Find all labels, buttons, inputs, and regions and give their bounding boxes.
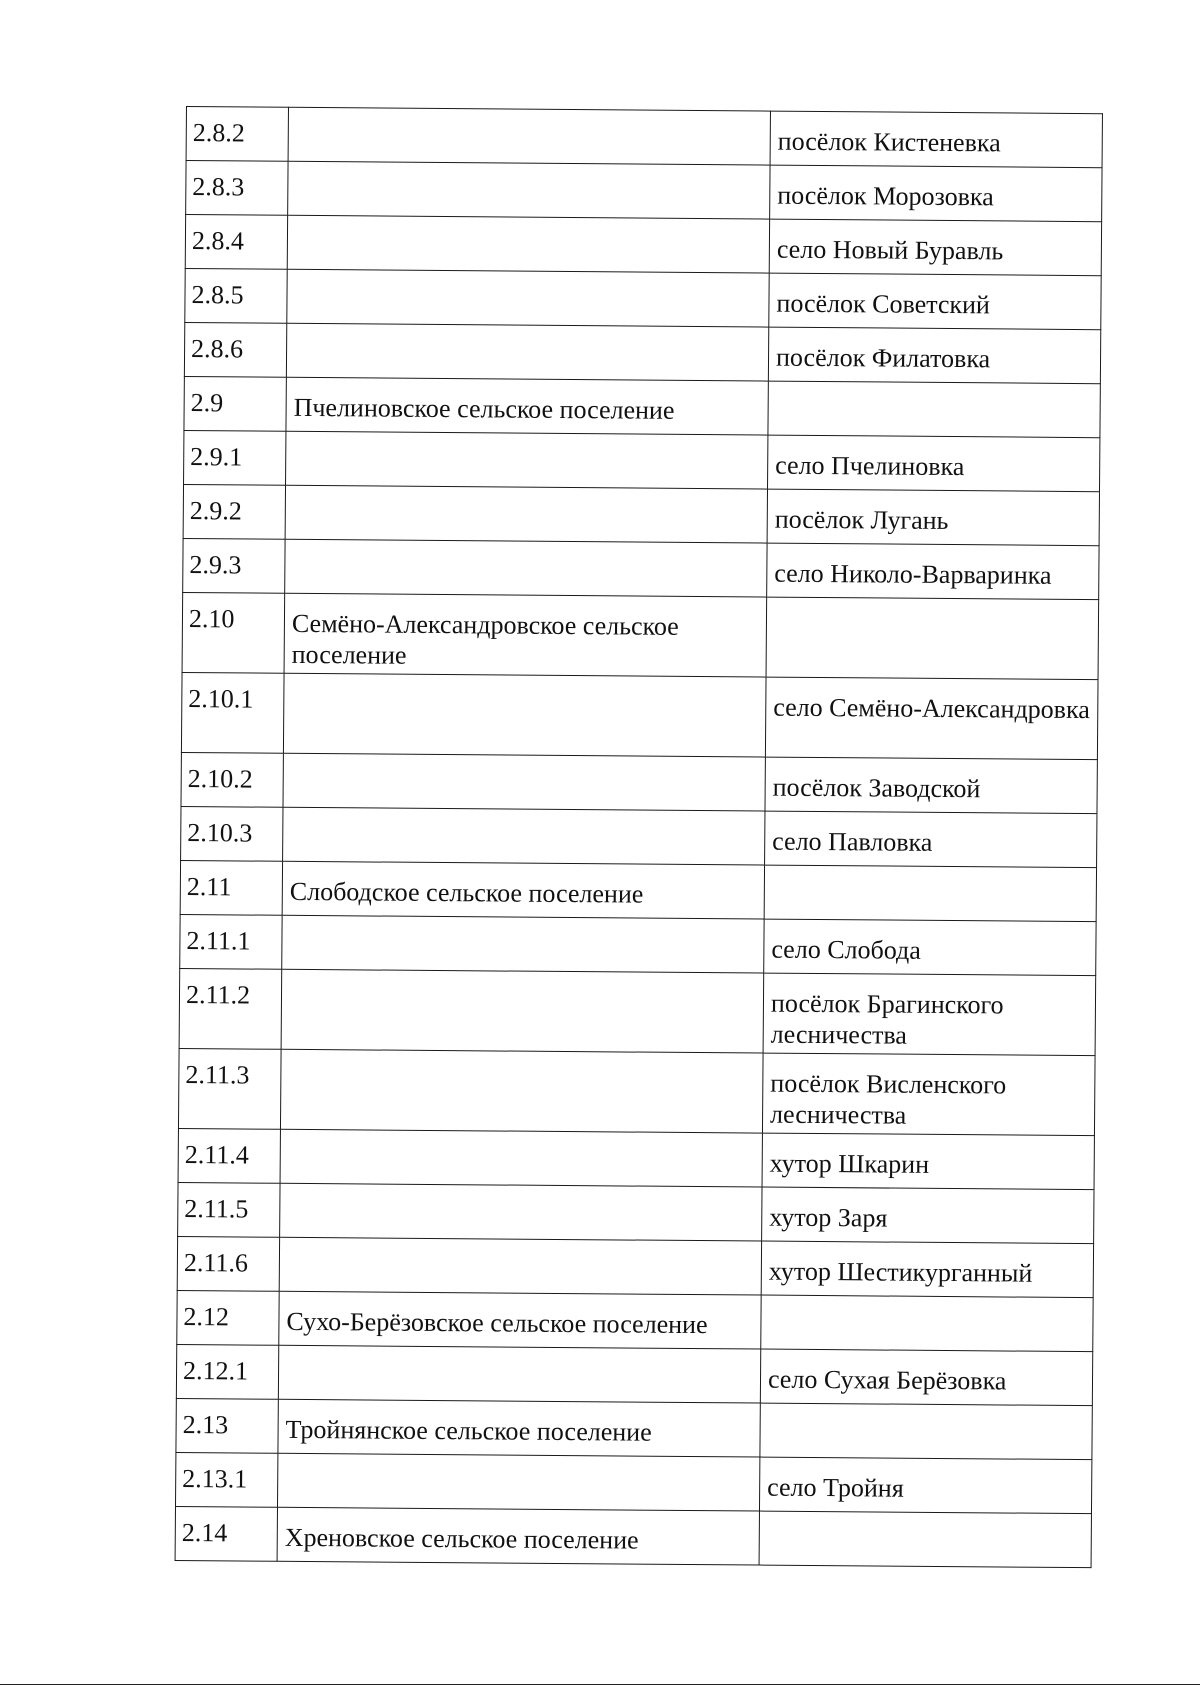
locality-name: село Пчелиновка xyxy=(775,450,965,482)
row-number-cell xyxy=(181,672,284,753)
settlement-name-cell xyxy=(286,377,768,435)
settlement-name xyxy=(295,284,769,288)
row-number-cell xyxy=(184,430,286,485)
locality-cell xyxy=(764,865,1096,922)
settlement-name-cell xyxy=(279,1237,761,1295)
settlement-name xyxy=(292,554,766,558)
locality-name xyxy=(768,1418,1088,1421)
settlement-name xyxy=(287,1252,761,1256)
row-number: 2.12 xyxy=(183,1302,230,1332)
row-number-cell xyxy=(184,376,286,431)
locality-name: посёлок Кистеневка xyxy=(777,126,1001,158)
settlement-name-cell xyxy=(281,969,764,1053)
row-number: 2.12.1 xyxy=(182,1356,249,1386)
table-row xyxy=(180,914,1096,975)
settlement-name xyxy=(286,1360,760,1364)
row-number: 2.10 xyxy=(188,604,235,634)
locality-name: село Сухая Берёзовка xyxy=(767,1364,1007,1396)
locality-name: посёлок Заводской xyxy=(772,772,981,804)
row-number-cell xyxy=(180,914,282,969)
row-number-cell xyxy=(177,1236,279,1291)
locality-name: село Тройня xyxy=(767,1472,904,1503)
row-number: 2.9 xyxy=(190,388,224,418)
row-number: 2.9.3 xyxy=(189,550,242,580)
settlement-name xyxy=(288,1064,762,1068)
locality-name: посёлок Висленского лесничества xyxy=(769,1068,1007,1130)
settlement-name-cell xyxy=(288,161,770,219)
settlement-name xyxy=(293,500,767,504)
settlement-name: Тройнянское сельское поселение xyxy=(285,1414,652,1447)
settlement-name-cell xyxy=(286,323,768,381)
row-number: 2.13 xyxy=(182,1410,229,1440)
row-number: 2.10.3 xyxy=(187,818,253,848)
row-number: 2.11.3 xyxy=(185,1060,250,1090)
settlement-name-cell xyxy=(282,861,764,919)
locality-cell xyxy=(769,273,1101,330)
settlement-name xyxy=(294,338,768,342)
table-row xyxy=(185,268,1101,329)
row-number-cell xyxy=(186,161,288,216)
locality-cell xyxy=(763,973,1096,1056)
locality-cell xyxy=(760,1349,1092,1406)
settlement-name-cell xyxy=(283,673,766,757)
locality-cell xyxy=(761,1295,1093,1352)
row-number: 2.8.5 xyxy=(191,280,244,310)
settlement-name-cell xyxy=(280,1129,762,1187)
row-number-cell xyxy=(182,592,285,673)
row-number-cell xyxy=(177,1290,279,1345)
settlement-name: Хреновское сельское поселение xyxy=(284,1522,639,1555)
table-row xyxy=(181,806,1097,867)
settlement-name xyxy=(290,930,764,934)
settlement-name-cell xyxy=(285,485,767,543)
row-number: 2.10.2 xyxy=(187,764,253,794)
table-row xyxy=(182,592,1099,679)
locality-cell xyxy=(768,381,1100,438)
row-number: 2.13.1 xyxy=(182,1464,248,1494)
locality-name: посёлок Советский xyxy=(776,288,991,320)
row-number: 2.11.4 xyxy=(184,1140,249,1170)
locality-cell xyxy=(768,327,1100,384)
locality-name: село Семёно-Александровка xyxy=(773,692,1090,725)
row-number: 2.8.4 xyxy=(191,226,245,256)
table-row xyxy=(178,1048,1095,1135)
row-number-cell xyxy=(181,752,283,807)
locality-cell xyxy=(766,597,1099,680)
locality-name xyxy=(774,612,1094,615)
table-row xyxy=(176,1344,1092,1405)
table-row xyxy=(176,1398,1092,1459)
row-number: 2.11.1 xyxy=(186,926,251,956)
locality-cell xyxy=(767,543,1099,600)
locality-name: село Слобода xyxy=(771,934,921,965)
row-number-cell xyxy=(183,538,285,593)
row-number-cell xyxy=(185,215,287,270)
settlement-name-cell xyxy=(278,1399,760,1457)
settlement-name xyxy=(296,122,770,126)
row-number-cell xyxy=(175,1506,277,1561)
locality-name: село Павловка xyxy=(772,826,933,857)
settlement-name xyxy=(291,688,765,692)
locality-cell xyxy=(770,165,1102,222)
settlement-name-cell xyxy=(278,1345,760,1403)
settlement-name-cell xyxy=(284,593,767,677)
table-row xyxy=(183,484,1099,545)
settlement-name: Сухо-Берёзовское сельское поселение xyxy=(286,1306,708,1340)
table-row xyxy=(185,215,1101,276)
table-body xyxy=(175,107,1102,1568)
settlement-name-cell xyxy=(282,915,764,973)
settlement-name-cell xyxy=(280,1183,762,1241)
settlement-name xyxy=(290,822,764,826)
row-number: 2.11 xyxy=(186,872,232,902)
settlement-name xyxy=(291,768,765,772)
settlement-name-cell xyxy=(283,807,765,865)
settlement-name-cell xyxy=(288,107,770,165)
row-number-cell xyxy=(185,268,287,323)
settlement-name-cell xyxy=(287,215,769,273)
locality-name: посёлок Лугань xyxy=(774,504,949,536)
row-number: 2.11.2 xyxy=(185,980,251,1010)
settlement-name xyxy=(285,1468,759,1472)
table-row xyxy=(177,1290,1093,1351)
table-row xyxy=(178,1182,1094,1243)
row-number-cell xyxy=(178,1182,280,1237)
locality-name xyxy=(776,396,1096,399)
settlement-name xyxy=(289,984,763,988)
row-number: 2.14 xyxy=(181,1518,228,1548)
table-row xyxy=(181,752,1097,813)
settlement-name xyxy=(293,446,767,450)
settlement-name xyxy=(295,230,769,234)
settlement-name-cell xyxy=(283,753,765,811)
row-number-cell xyxy=(183,484,285,539)
locality-name: посёлок Филатовка xyxy=(775,342,991,374)
row-number: 2.8.3 xyxy=(192,172,245,202)
row-number: 2.11.6 xyxy=(183,1248,249,1278)
settlement-name: Слободское сельское поселение xyxy=(289,876,644,909)
locality-cell xyxy=(765,757,1097,814)
table-row xyxy=(180,860,1096,921)
locality-cell xyxy=(767,489,1099,546)
row-number: 2.8.2 xyxy=(192,118,245,148)
row-number: 2.8.6 xyxy=(190,334,244,364)
locality-name xyxy=(772,880,1092,883)
table-row xyxy=(183,538,1099,599)
settlements-table xyxy=(175,106,1103,1568)
settlement-name-cell xyxy=(285,539,767,597)
locality-cell xyxy=(761,1241,1093,1298)
settlement-name-cell xyxy=(277,1507,759,1565)
locality-cell xyxy=(769,219,1101,276)
settlement-name: Семёно-Александровское сельское поселение xyxy=(291,608,679,670)
table-row xyxy=(184,430,1100,491)
table-row xyxy=(184,376,1100,437)
locality-cell xyxy=(759,1457,1091,1514)
table-row xyxy=(175,1506,1091,1567)
locality-name: посёлок Брагинского лесничества xyxy=(770,988,1004,1050)
settlement-name xyxy=(288,1144,762,1148)
row-number-cell xyxy=(180,860,282,915)
row-number-cell xyxy=(181,806,283,861)
settlement-name-cell xyxy=(277,1453,759,1511)
row-number-cell xyxy=(178,1128,280,1183)
row-number-cell xyxy=(176,1452,278,1507)
locality-name: посёлок Морозовка xyxy=(777,180,994,212)
row-number: 2.11.5 xyxy=(184,1194,249,1224)
table-row xyxy=(179,968,1096,1055)
row-number-cell xyxy=(176,1344,278,1399)
locality-cell xyxy=(765,811,1097,868)
locality-name xyxy=(767,1526,1087,1529)
table-row xyxy=(181,672,1098,759)
locality-cell xyxy=(762,1053,1095,1136)
locality-cell xyxy=(759,1511,1091,1568)
locality-name: село Николо-Варваринка xyxy=(774,558,1052,590)
locality-cell xyxy=(762,1133,1094,1190)
locality-cell xyxy=(768,435,1100,492)
locality-cell xyxy=(762,1187,1094,1244)
settlement-name xyxy=(295,176,769,180)
locality-name: хутор Шкарин xyxy=(769,1148,930,1179)
row-number: 2.9.1 xyxy=(190,442,243,472)
locality-name: хутор Шестикурганный xyxy=(768,1256,1033,1288)
locality-cell xyxy=(760,1403,1092,1460)
row-number-cell xyxy=(179,968,282,1049)
table-row xyxy=(186,161,1102,222)
page-bottom-rule xyxy=(0,1684,1200,1685)
table-row xyxy=(184,322,1100,383)
table-row xyxy=(176,1452,1092,1513)
locality-cell xyxy=(765,677,1098,760)
row-number: 2.9.2 xyxy=(189,496,242,526)
settlement-name-cell xyxy=(287,269,769,327)
row-number-cell xyxy=(186,107,288,162)
row-number: 2.10.1 xyxy=(188,684,254,714)
row-number-cell xyxy=(178,1048,281,1129)
locality-cell xyxy=(764,919,1096,976)
locality-name: хутор Заря xyxy=(769,1202,888,1233)
settlement-name-cell xyxy=(280,1049,763,1133)
locality-cell xyxy=(770,111,1102,168)
locality-name xyxy=(769,1310,1089,1313)
settlement-name: Пчелиновское сельское поселение xyxy=(293,392,675,425)
table-row xyxy=(178,1128,1094,1189)
settlement-name xyxy=(287,1198,761,1202)
table-row xyxy=(186,107,1102,168)
locality-name: село Новый Буравль xyxy=(776,234,1004,266)
row-number-cell xyxy=(184,322,286,377)
row-number-cell xyxy=(176,1398,278,1453)
settlement-name-cell xyxy=(286,431,768,489)
table-row xyxy=(177,1236,1093,1297)
settlement-name-cell xyxy=(279,1291,761,1349)
